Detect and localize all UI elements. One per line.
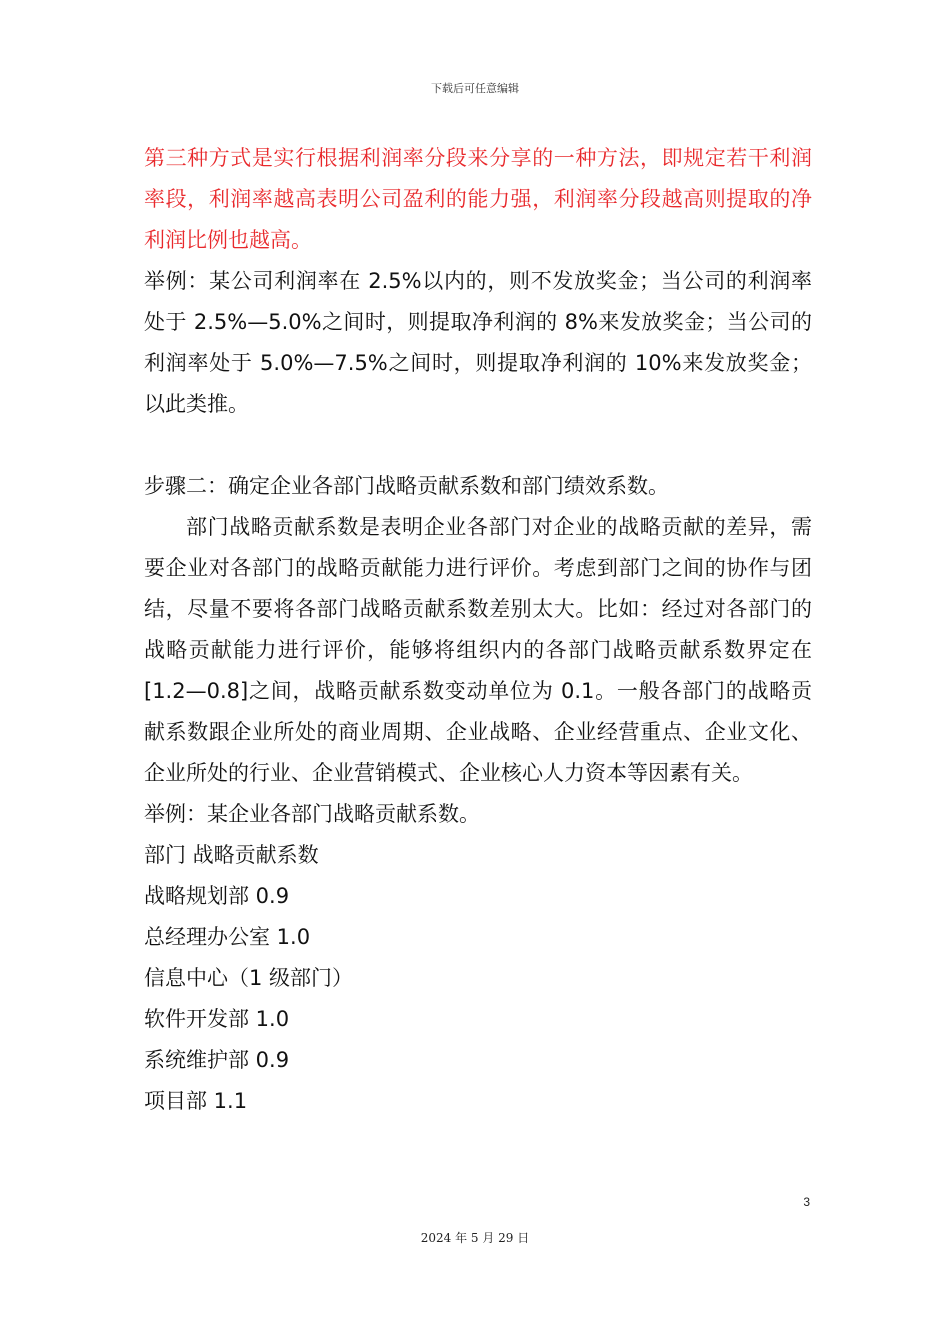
department-list bbox=[144, 835, 812, 1122]
document-body bbox=[144, 138, 812, 1122]
paragraph-gap bbox=[144, 425, 812, 466]
department-list-item: 系统维护部 0.9 bbox=[144, 1048, 290, 1072]
page-footer-date: 2024 年 5 月 29 日 bbox=[420, 1231, 530, 1245]
step-two-heading: 步骤二：确定企业各部门战略贡献系数和部门绩效系数。 bbox=[144, 474, 669, 498]
method-three-paragraph: 第三种方式是实行根据利润率分段来分享的一种方法，即规定若干利润率段，利润率越高表明公司盈利的能力强，利润率分段越高则提取的净利润比例也越高。 bbox=[144, 146, 812, 252]
department-list-item: 战略规划部 0.9 bbox=[144, 884, 290, 908]
department-list-item: 项目部 1.1 bbox=[144, 1089, 248, 1113]
explanation-paragraph: 部门战略贡献系数是表明企业各部门对企业的战略贡献的差异，需要企业对各部门的战略贡献能力进行评价。考虑到部门之间的协作与团结，尽量不要将各部门战略贡献系数差别太大。比如：经过对各部门的战略贡献能力进行评价，能够将组织内的各部门战略贡献系数界定在[1.2—0.8]之间，战略贡献系数变动单位为 0.1。一般各部门的战略贡献系数跟企业所处的商业周期、企业战略、企业经营重点、企业文化、企业所处的行业、企业营销模式、企业核心人力资本等因素有关。 bbox=[144, 515, 812, 785]
example-one-paragraph: 举例：某公司利润率在 2.5%以内的，则不发放奖金；当公司的利润率处于 2.5%—5.0%之间时，则提取净利润的 8%来发放奖金；当公司的利润率处于 5.0%—7.5%之间时，则提取净利润的 10%来发放奖金；以此类推。 bbox=[144, 269, 812, 416]
department-list-item: 软件开发部 1.0 bbox=[144, 1007, 290, 1031]
page-header: 下载后可任意编辑 bbox=[431, 82, 519, 95]
department-list-item: 信息中心（1 级部门） bbox=[144, 966, 354, 990]
department-list-item: 总经理办公室 1.0 bbox=[144, 925, 311, 949]
page-number: 3 bbox=[803, 1195, 810, 1209]
department-list-header: 部门 战略贡献系数 bbox=[144, 843, 319, 867]
example-two-paragraph: 举例：某企业各部门战略贡献系数。 bbox=[144, 802, 480, 826]
